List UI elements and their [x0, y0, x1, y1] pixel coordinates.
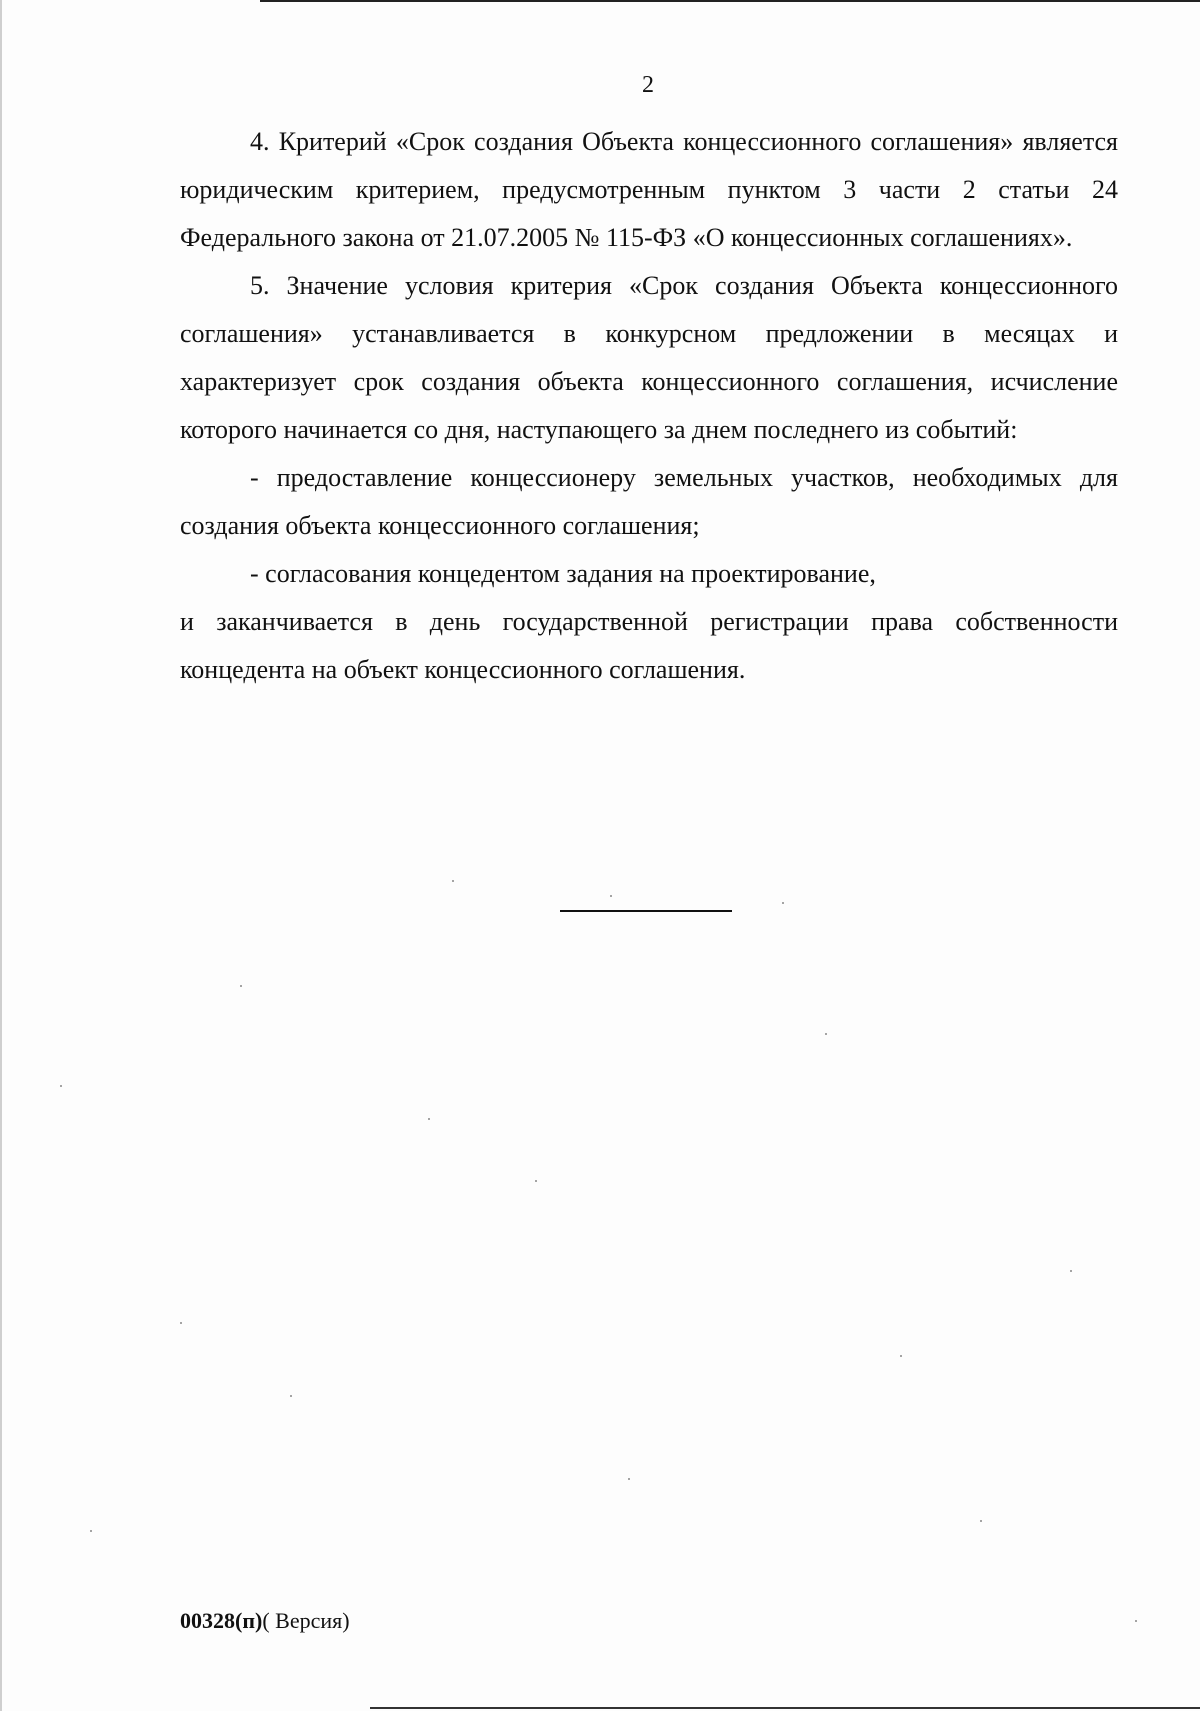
scan-speck: [1135, 1620, 1137, 1622]
scan-speck: [290, 1395, 292, 1397]
footer-version: ( Версия): [262, 1608, 350, 1633]
list-item-design-approval: - согласования концедентом задания на проектирование,: [250, 559, 876, 588]
scan-speck: [60, 1085, 62, 1087]
scan-speck: [980, 1520, 982, 1522]
scan-speck: [535, 1180, 537, 1182]
scan-speck: [1070, 1270, 1072, 1272]
document-body: [180, 118, 1118, 694]
scan-speck: [452, 880, 454, 882]
list-item-land-plots: - предоставление концессионеру земельных участков, необходимых для создания объекта концессионного соглашения;: [180, 463, 1118, 540]
scan-edge-top: [260, 0, 1200, 2]
scan-speck: [628, 1478, 630, 1480]
end-divider-line: [560, 910, 732, 912]
page-number: 2: [642, 72, 654, 98]
footer-code: 00328(п): [180, 1608, 263, 1633]
scan-edge-left: [0, 0, 2, 1711]
scan-speck: [782, 902, 784, 904]
scan-speck: [240, 985, 242, 987]
scan-speck: [610, 895, 612, 897]
scan-speck: [428, 1118, 430, 1120]
scan-edge-bottom: [370, 1707, 1200, 1709]
scan-speck: [180, 1322, 182, 1324]
scan-speck: [900, 1355, 902, 1357]
paragraph-criterion-4: 4. Критерий «Срок создания Объекта концессионного соглашения» является юридическим критерием, предусмотренным пунктом 3 части 2 статьи 24 Федерального закона от 21.07.2005 № 115-ФЗ «О концессионных соглашениях».: [180, 127, 1118, 252]
paragraph-criterion-5: 5. Значение условия критерия «Срок создания Объекта концессионного соглашения» устанавливается в конкурсном предложении в месяцах и характеризует срок создания объекта концессионного соглашения, исчисление которого начинается со дня, наступающего за днем последнего из событий:: [180, 271, 1118, 444]
scan-speck: [90, 1530, 92, 1532]
paragraph-conclusion: и заканчивается в день государственной регистрации права собственности концедента на объект концессионного соглашения.: [180, 607, 1118, 684]
footer-document-code: [180, 1608, 350, 1634]
scan-speck: [825, 1033, 827, 1035]
